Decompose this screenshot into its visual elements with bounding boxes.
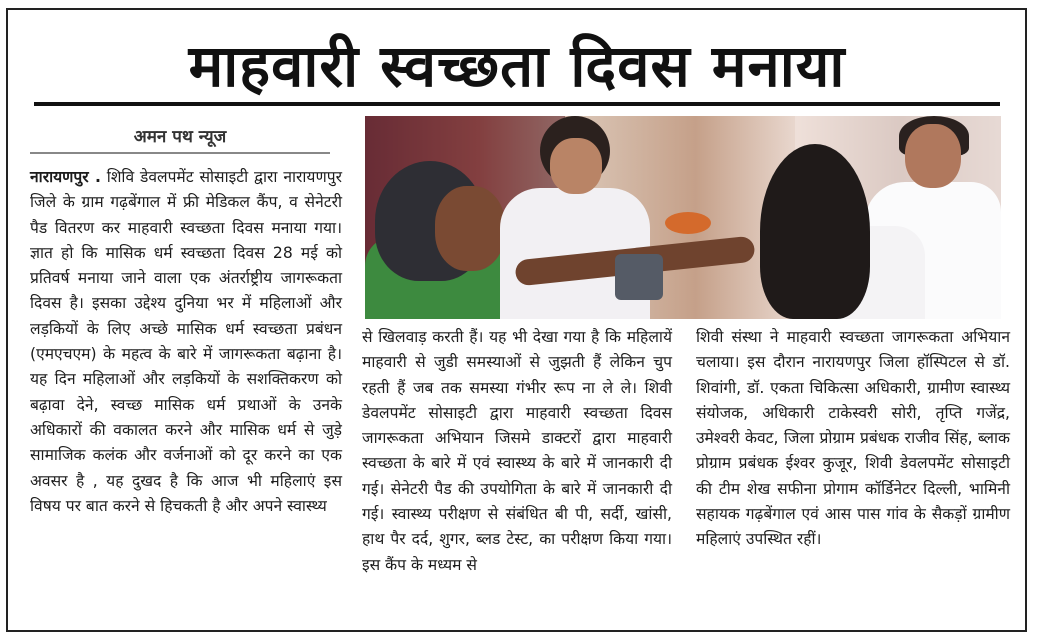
article-column-1 xyxy=(30,165,342,615)
news-photo xyxy=(365,116,1001,319)
article-column-3 xyxy=(696,325,1010,615)
dateline: नारायणपुर . xyxy=(30,168,101,186)
column-1-text: शिवि डेवलपमेंट सोसाइटी द्वारा नारायणपुर जिले के ग्राम गढ़बेंगाल में फ्री मेडिकल कैंप, व सेनेटरी पैड वितरण कर माहवारी स्वच्छता दिवस मनाया गया। ज्ञात हो कि मासिक धर्म स्वच्छता दिवस 28 मई को प्रतिवर्ष मनाया जाने वाला एक अंतर्राष्ट्रीय जागरूकता दिवस है। इसका उद्देश्य दुनिया भर में महिलाओं और लड़कियों के लिए अच्छे मासिक धर्म स्वच्छता प्रबंधन (एमएचएम) के महत्व के बारे में जागरूकता बढ़ाना है। यह दिन महिलाओं और लड़कियों के सशक्तिकरण को बढ़ावा देने, स्वच्छ मासिक धर्म प्रथाओं के उनके अधिकारों की वकालत करने और मासिक धर्म से जुड़े सामाजिक कलंक और वर्जनाओं को दूर करने का एक अवसर है , यह दुखद है कि आज भी महिलाएं इस विषय पर बात करने से हिचकती है और अपने स्वास्थ्य xyxy=(30,168,342,515)
article-column-2 xyxy=(362,325,672,615)
byline: अमन पथ न्यूज xyxy=(30,124,330,154)
headline: माहवारी स्वच्छता दिवस मनाया xyxy=(34,28,1000,106)
column-2-text: से खिलवाड़ करती हैं। यह भी देखा गया है कि महिलायें माहवारी से जुडी समस्याओं से जुझती हैं लेकिन चुप रहती हैं जब तक समस्या गंभीर रूप ना ले ले। शिवी डेवलपमेंट सोसाइटी द्वारा माहवारी स्वच्छता दिवस जागरूकता अभियान जिसमे डाक्टरों द्वारा माहवारी स्वच्छता के बारे में एवं स्वास्थ्य के बारे में जानकारी दी गई। सेनेटरी पैड की उपयोगिता के बारे में जानकारी दी गई। स्वास्थ्य परीक्षण से संबंधित बी पी, सर्दी, खांसी, हाथ पैर दर्द, शुगर, ब्लड टेस्ट, का परीक्षण किया गया। इस कैंप के मध्यम से xyxy=(362,328,672,574)
column-3-text: शिवी संस्था ने माहवारी स्वच्छता जागरूकता अभियान चलाया। इस दौरान नारायणपुर जिला हॉस्पिटल से डॉ. शिवांगी, डॉ. एकता चिकित्सा अधिकारी, ग्रामीण स्वास्थ्य संयोजक, अधिकारी टाकेस्वरी सोरी, तृप्ति गजेंद्र, उमेश्वरी केवट, जिला प्रोग्राम प्रबंधक राजीव सिंह, ब्लाक प्रोग्राम प्रबंधक ईश्वर कुजूर, शिवी डेवलपमेंट सोसाइटी की टीम शेख सफीना प्रोगाम कॉर्डिनेटर दिल्ली, भामिनी सहायक गढ़बेंगाल एवं आस पास गांव के सैकड़ों ग्रामीण महिलाएं उपस्थित रहीं। xyxy=(696,328,1010,549)
